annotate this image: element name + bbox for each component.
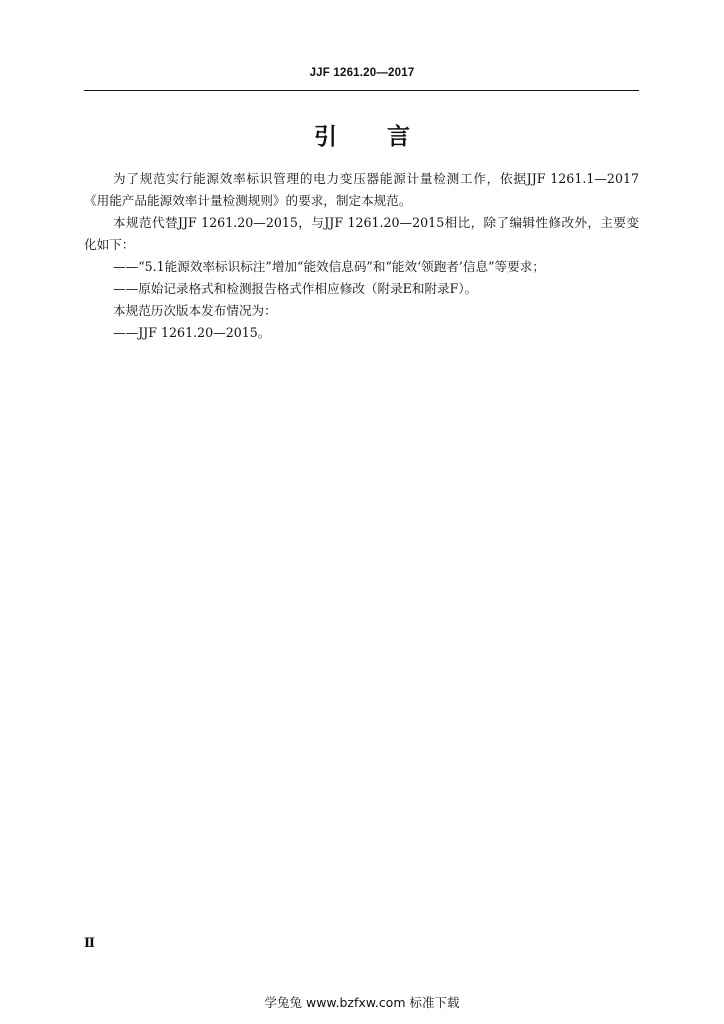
- paragraph-change-1: ——“5.1能源效率标识标注”增加“能效信息码”和“能效‘领跑者’信息”等要求；: [113, 259, 545, 274]
- page-title: 引言: [314, 124, 460, 150]
- paragraph-change-2: ——原始记录格式和检测报告格式作相应修改（附录E和附录F）。: [113, 281, 478, 296]
- foreword-body: [84, 168, 639, 344]
- page-number: Ⅱ: [84, 936, 95, 951]
- paragraph-history-item: ——JJF 1261.20—2015。: [113, 325, 271, 340]
- paragraph-history-intro: 本规范历次版本发布情况为：: [113, 303, 277, 318]
- standard-code-header: JJF 1261.20—2017: [309, 67, 415, 79]
- watermark-text: 学兔兔 www.bzfxw.com 标准下载: [264, 995, 460, 1010]
- paragraph-replacement: 本规范代替JJF 1261.20—2015，与JJF 1261.20—2015相比，除了编辑性修改外，主要变化如下：: [84, 215, 639, 252]
- header-rule: [84, 90, 639, 91]
- paragraph-purpose: 为了规范实行能源效率标识管理的电力变压器能源计量检测工作，依据JJF 1261.1—2017《用能产品能源效率计量检测规则》的要求，制定本规范。: [84, 171, 639, 208]
